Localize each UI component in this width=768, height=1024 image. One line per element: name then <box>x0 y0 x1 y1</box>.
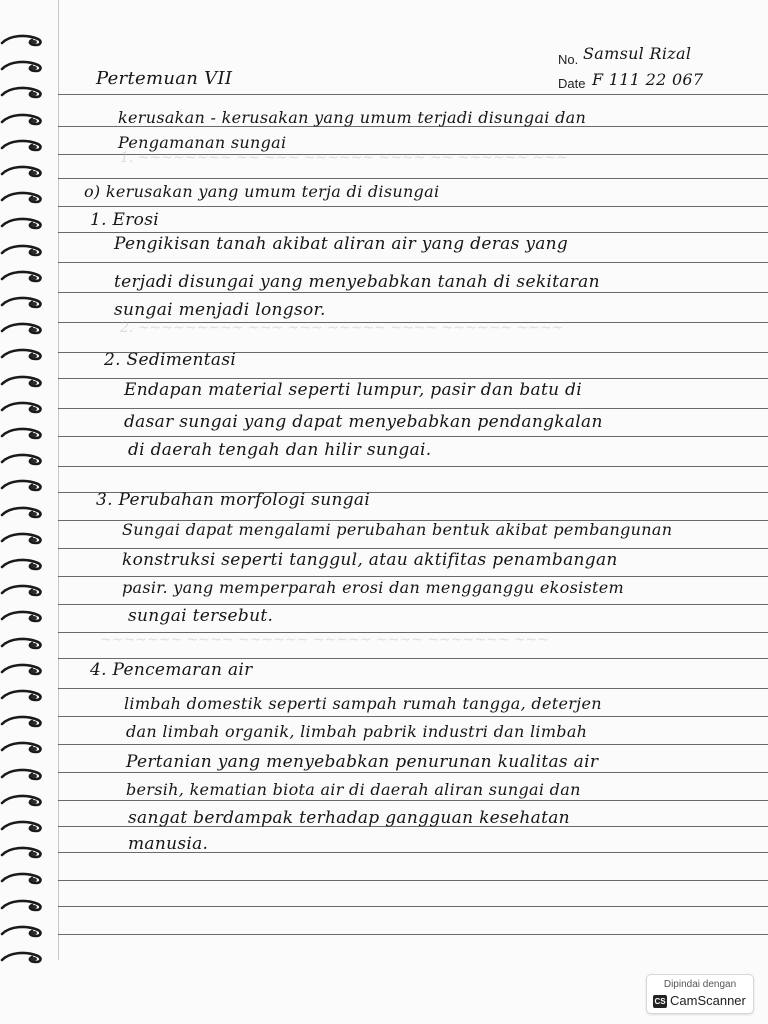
spiral-ring-icon <box>0 663 44 677</box>
ruled-line <box>58 178 768 179</box>
badge-app-name: CamScanner <box>670 993 746 1008</box>
spiral-ring-icon <box>0 506 44 520</box>
show-through-text: 2. ~~~~~~~~~ ~~~ ~~~ ~~~~~ ~~~~ ~~~~~~ ~~~~ <box>120 320 564 336</box>
spiral-ring-icon <box>0 375 44 389</box>
spiral-ring-icon <box>0 348 44 362</box>
ruled-line <box>58 800 768 801</box>
item-heading: 3. Perubahan morfologi sungai <box>96 490 371 510</box>
item-heading: 2. Sedimentasi <box>104 350 237 370</box>
spiral-ring-icon <box>0 872 44 886</box>
spiral-ring-icon <box>0 532 44 546</box>
page-title: Pertemuan VII <box>96 68 233 89</box>
ruled-line <box>58 466 768 467</box>
item-line: sangat berdampak terhadap gangguan kesehatan <box>128 808 570 828</box>
spiral-ring-icon <box>0 610 44 624</box>
ruled-line <box>58 880 768 881</box>
spiral-ring-icon <box>0 689 44 703</box>
ruled-line <box>58 744 768 745</box>
item-line: konstruksi seperti tanggul, atau aktifitas penambangan <box>122 550 618 570</box>
spiral-ring-icon <box>0 479 44 493</box>
ruled-line <box>58 688 768 689</box>
item-line: sungai tersebut. <box>128 606 274 626</box>
camscanner-badge <box>646 974 754 1014</box>
item-line: sungai menjadi longsor. <box>114 300 326 320</box>
spiral-ring-icon <box>0 244 44 258</box>
spiral-ring-icon <box>0 951 44 965</box>
margin-line <box>58 0 59 960</box>
no-label: No. <box>558 52 579 67</box>
spiral-ring-icon <box>0 768 44 782</box>
item-line: di daerah tengah dan hilir sungai. <box>128 440 432 460</box>
spiral-ring-icon <box>0 899 44 913</box>
ruled-line <box>58 576 768 577</box>
spiral-ring-icon <box>0 715 44 729</box>
spiral-ring-icon <box>0 427 44 441</box>
ruled-line <box>58 934 768 935</box>
ruled-line <box>58 262 768 263</box>
ruled-line <box>58 408 768 409</box>
item-line: dan limbah organik, limbah pabrik industri dan limbah <box>126 722 588 741</box>
ruled-line <box>58 658 768 659</box>
item-line: bersih, kematian biota air di daerah aliran sungai dan <box>126 780 581 799</box>
spiral-ring-icon <box>0 270 44 284</box>
spiral-ring-icon <box>0 820 44 834</box>
ruled-line <box>58 604 768 605</box>
ruled-line <box>58 906 768 907</box>
ruled-line <box>58 548 768 549</box>
ruled-line <box>58 436 768 437</box>
spiral-ring-icon <box>0 741 44 755</box>
spiral-ring-icon <box>0 34 44 48</box>
ruled-line <box>58 378 768 379</box>
date-label: Date <box>558 76 586 91</box>
name-value: Samsul Rizal <box>583 44 692 63</box>
spiral-ring-icon <box>0 558 44 572</box>
subtopic-heading: o) kerusakan yang umum terja di disungai <box>84 182 440 201</box>
item-line: Sungai dapat mengalami perubahan bentuk akibat pembangunan <box>122 520 673 539</box>
spiral-ring-icon <box>0 401 44 415</box>
spiral-ring-icon <box>0 113 44 127</box>
show-through-text: ~~~~~~~ ~~~~ ~~~~~~ ~~~~~ ~~~~ ~~~~~~~ ~~~ <box>100 632 549 648</box>
item-line: Pengikisan tanah akibat aliran air yang deras yang <box>114 234 569 254</box>
item-heading: 4. Pencemaran air <box>90 660 253 680</box>
item-line: manusia. <box>128 834 209 854</box>
item-line: limbah domestik seperti sampah rumah tangga, deterjen <box>124 694 602 713</box>
date-value: F 111 22 067 <box>592 70 704 89</box>
spiral-ring-icon <box>0 584 44 598</box>
topic-line-2: Pengamanan sungai <box>118 133 287 152</box>
item-heading: 1. Erosi <box>90 210 159 230</box>
spiral-ring-icon <box>0 322 44 336</box>
spiral-ring-icon <box>0 217 44 231</box>
ruled-line <box>58 94 768 95</box>
spiral-ring-icon <box>0 794 44 808</box>
item-line: Pertanian yang menyebabkan penurunan kualitas air <box>126 752 599 772</box>
spiral-ring-icon <box>0 453 44 467</box>
ruled-line <box>58 772 768 773</box>
show-through-text: 1. ~~~~~~~~ ~~ ~~~ ~~~~~~ ~~~~ ~~ ~~~~~~ ~~~ <box>120 150 568 166</box>
spiral-ring-icon <box>0 296 44 310</box>
item-line: terjadi disungai yang menyebabkan tanah di sekitaran <box>114 272 600 292</box>
spiral-ring-icon <box>0 86 44 100</box>
ruled-line <box>58 206 768 207</box>
spiral-ring-icon <box>0 925 44 939</box>
topic-line-1: kerusakan - kerusakan yang umum terjadi disungai dan <box>118 108 587 127</box>
spiral-ring-icon <box>0 139 44 153</box>
ruled-line <box>58 232 768 233</box>
spiral-ring-icon <box>0 60 44 74</box>
spiral-ring-icon <box>0 165 44 179</box>
item-line: Endapan material seperti lumpur, pasir dan batu di <box>124 380 582 400</box>
camscanner-logo-icon: CS <box>654 997 666 1006</box>
spiral-ring-icon <box>0 637 44 651</box>
ruled-line <box>58 716 768 717</box>
item-line: dasar sungai yang dapat menyebabkan pendangkalan <box>124 412 603 432</box>
item-line: pasir. yang memperparah erosi dan mengganggu ekosistem <box>122 578 625 597</box>
badge-caption: Dipindai dengan <box>663 979 737 990</box>
spiral-ring-icon <box>0 846 44 860</box>
spiral-ring-icon <box>0 191 44 205</box>
ruled-line <box>58 292 768 293</box>
